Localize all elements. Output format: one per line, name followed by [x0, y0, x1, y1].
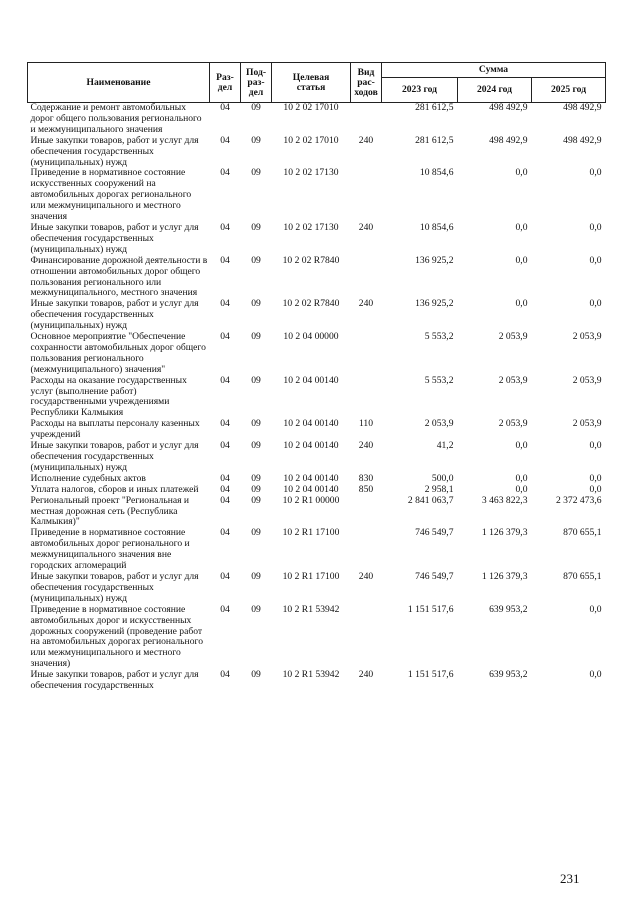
table-row — [28, 419, 606, 441]
cell-2024: 0,0 — [515, 254, 528, 266]
cell-2025: 0,0 — [589, 472, 602, 484]
cell-vid — [351, 103, 382, 136]
cell-name: Исполнение судебных актов — [30, 472, 146, 484]
cell-name: Иные закупки товаров, работ и услуг для обеспечения государственных (муниципальных) нужд — [30, 440, 199, 473]
cell-razdel: 04 — [220, 570, 230, 582]
table-row — [28, 299, 606, 332]
cell-2024: 0,0 — [515, 483, 528, 495]
cell-razdel: 04 — [220, 483, 230, 495]
header-name: Наименование — [28, 63, 210, 103]
cell-podrazdel: 09 — [251, 374, 261, 386]
cell-podrazdel: 09 — [251, 603, 261, 615]
header-target: Целевая статья — [272, 63, 351, 103]
table-body — [28, 103, 606, 692]
cell-2025: 0,0 — [589, 669, 602, 681]
cell-2025: 0,0 — [589, 221, 602, 233]
table-row — [28, 256, 606, 300]
header-vid: Вид рас- ходов — [351, 63, 382, 103]
table-row — [28, 376, 606, 420]
cell-razdel: 04 — [220, 418, 230, 430]
cell-vid: 240 — [358, 570, 374, 582]
cell-2025: 498 492,9 — [563, 134, 602, 146]
cell-target: 10 2 04 00140 — [283, 418, 339, 430]
cell-name: Приведение в нормативное состояние искусственных сооружений на автомобильных дорогах регионального или межмуниципального и местного значения — [30, 167, 192, 223]
cell-target: 10 2 R1 17100 — [282, 527, 340, 539]
cell-razdel: 04 — [220, 374, 230, 386]
cell-vid — [351, 332, 382, 376]
cell-2025: 0,0 — [589, 603, 602, 615]
table-row — [28, 572, 606, 605]
header-razdel: Раз- дел — [210, 63, 241, 103]
cell-2025: 0,0 — [589, 254, 602, 266]
cell-target: 10 2 R1 53942 — [282, 603, 340, 615]
cell-2023: 41,2 — [436, 440, 454, 452]
table-row — [28, 605, 606, 670]
table-row — [28, 528, 606, 572]
cell-2025: 2 053,9 — [572, 418, 602, 430]
cell-2024: 498 492,9 — [489, 102, 528, 113]
cell-2024: 0,0 — [515, 221, 528, 233]
header-podrazdel: Под- раз- дел — [241, 63, 272, 103]
cell-podrazdel: 09 — [251, 483, 261, 495]
cell-target: 10 2 02 17010 — [283, 134, 339, 146]
cell-podrazdel: 09 — [251, 570, 261, 582]
cell-2023: 1 151 517,6 — [407, 669, 454, 681]
cell-target: 10 2 02 17130 — [283, 167, 339, 179]
cell-name: Иные закупки товаров, работ и услуг для обеспечения государственных (муниципальных) нужд — [30, 221, 199, 255]
cell-2023: 2 958,1 — [424, 483, 454, 495]
budget-table — [27, 62, 606, 692]
cell-razdel: 04 — [220, 298, 230, 310]
cell-vid: 240 — [358, 221, 374, 233]
cell-target: 10 2 04 00140 — [283, 483, 339, 495]
cell-vid — [351, 528, 382, 572]
cell-2024: 0,0 — [515, 167, 528, 179]
cell-vid: 850 — [358, 483, 374, 495]
cell-2023: 10 854,6 — [419, 167, 454, 179]
cell-podrazdel: 09 — [251, 527, 261, 539]
cell-name: Расходы на оказание государственных услуг (выполнение работ) государственными учреждениями Республики Калмыкия — [30, 374, 187, 419]
cell-target: 10 2 R1 00000 — [282, 494, 340, 506]
cell-target: 10 2 04 00000 — [283, 331, 339, 343]
cell-2025: 2 053,9 — [572, 331, 602, 343]
cell-2024: 2 053,9 — [498, 331, 528, 343]
cell-2024: 0,0 — [515, 298, 528, 310]
cell-vid — [351, 496, 382, 529]
table-row — [28, 332, 606, 376]
cell-vid: 240 — [358, 134, 374, 146]
cell-2023: 5 553,2 — [424, 331, 454, 343]
cell-razdel: 04 — [220, 440, 230, 452]
cell-name: Иные закупки товаров, работ и услуг для обеспечения государственных (муниципальных) нужд — [30, 298, 199, 332]
header-2023: 2023 год — [382, 78, 458, 103]
cell-2023: 746 549,7 — [415, 570, 454, 582]
table-row — [28, 496, 606, 529]
cell-name: Иные закупки товаров, работ и услуг для обеспечения государственных (муниципальных) нужд — [30, 570, 199, 604]
cell-name: Расходы на выплаты персоналу казенных учреждений — [30, 418, 200, 441]
cell-2024: 1 126 379,3 — [481, 570, 528, 582]
cell-razdel: 04 — [220, 221, 230, 233]
cell-target: 10 2 04 00140 — [283, 472, 339, 484]
cell-razdel: 04 — [220, 134, 230, 146]
cell-podrazdel: 09 — [251, 102, 261, 113]
cell-podrazdel: 09 — [251, 221, 261, 233]
cell-2025: 0,0 — [589, 167, 602, 179]
cell-name: Иные закупки товаров, работ и услуг для обеспечения государственных — [30, 669, 199, 692]
table-row — [28, 168, 606, 223]
cell-razdel: 04 — [220, 527, 230, 539]
cell-razdel: 04 — [220, 603, 230, 615]
table-row — [28, 670, 606, 692]
cell-2023: 2 841 063,7 — [407, 494, 454, 506]
cell-podrazdel: 09 — [251, 254, 261, 266]
cell-name: Финансирование дорожной деятельности в отношении автомобильных дорог общего пользования регионального или межмуниципального, местного значения — [30, 254, 208, 299]
cell-2023: 136 925,2 — [415, 254, 454, 266]
cell-2023: 10 854,6 — [419, 221, 454, 233]
cell-2023: 281 612,5 — [415, 134, 454, 146]
cell-target: 10 2 02 R7840 — [282, 254, 340, 266]
cell-2025: 2 053,9 — [572, 374, 602, 386]
page-number: 231 — [560, 871, 580, 886]
table-row — [28, 485, 606, 496]
cell-vid: 240 — [358, 669, 374, 681]
cell-name: Региональный проект "Региональная и местная дорожная сеть (Республика Калмыкия)" — [30, 494, 190, 528]
cell-name: Приведение в нормативное состояние автомобильных дорог регионального и межмуниципального значения вне городских агломераций — [30, 527, 190, 572]
cell-target: 10 2 R1 17100 — [282, 570, 340, 582]
cell-name: Уплата налогов, сборов и иных платежей — [30, 483, 199, 495]
cell-2024: 498 492,9 — [489, 134, 528, 146]
cell-2023: 2 053,9 — [424, 418, 454, 430]
cell-2024: 1 126 379,3 — [481, 527, 528, 539]
cell-vid — [351, 256, 382, 300]
cell-target: 10 2 R1 53942 — [282, 669, 340, 681]
cell-2025: 0,0 — [589, 298, 602, 310]
cell-razdel: 04 — [220, 102, 230, 113]
table-row — [28, 103, 606, 136]
cell-2024: 0,0 — [515, 472, 528, 484]
cell-podrazdel: 09 — [251, 472, 261, 484]
cell-2023: 281 612,5 — [415, 102, 454, 113]
cell-podrazdel: 09 — [251, 134, 261, 146]
cell-2024: 3 463 822,3 — [481, 494, 528, 506]
cell-razdel: 04 — [220, 254, 230, 266]
cell-razdel: 04 — [220, 167, 230, 179]
table-row — [28, 223, 606, 256]
cell-vid — [351, 605, 382, 670]
cell-2023: 136 925,2 — [415, 298, 454, 310]
cell-2025: 2 372 473,6 — [555, 494, 602, 506]
table-row — [28, 441, 606, 474]
cell-2023: 746 549,7 — [415, 527, 454, 539]
cell-vid: 830 — [358, 472, 374, 484]
header-sum: Сумма — [382, 63, 606, 78]
cell-razdel: 04 — [220, 472, 230, 484]
cell-name: Основное мероприятие "Обеспечение сохранности автомобильных дорог общего пользования регионального (межмуниципального) значения" — [30, 331, 206, 375]
cell-target: 10 2 02 17010 — [283, 102, 339, 113]
cell-target: 10 2 02 17130 — [283, 221, 339, 233]
cell-vid — [351, 376, 382, 420]
cell-razdel: 04 — [220, 669, 230, 681]
cell-podrazdel: 09 — [251, 669, 261, 681]
cell-2025: 498 492,9 — [563, 102, 602, 113]
header-2024: 2024 год — [458, 78, 532, 103]
cell-name: Иные закупки товаров, работ и услуг для обеспечения государственных (муниципальных) нужд — [30, 134, 199, 168]
cell-2024: 639 953,2 — [489, 603, 528, 615]
cell-name: Содержание и ремонт автомобильных дорог общего пользования регионального и межмуниципального значения — [30, 102, 202, 135]
cell-podrazdel: 09 — [251, 440, 261, 452]
cell-podrazdel: 09 — [251, 418, 261, 430]
cell-2023: 1 151 517,6 — [407, 603, 454, 615]
cell-2023: 500,0 — [431, 472, 454, 484]
cell-name: Приведение в нормативное состояние автомобильных дорог и искусственных дорожных сооружений (проведение работ на автомобильных дорогах регионального или межмуниципального и местного значения) — [30, 603, 203, 670]
cell-target: 10 2 04 00140 — [283, 374, 339, 386]
table-header — [28, 63, 606, 103]
cell-2024: 2 053,9 — [498, 374, 528, 386]
header-2025: 2025 год — [532, 78, 606, 103]
cell-vid: 240 — [358, 298, 374, 310]
cell-2025: 870 655,1 — [563, 570, 602, 582]
cell-2023: 5 553,2 — [424, 374, 454, 386]
cell-2025: 0,0 — [589, 440, 602, 452]
cell-vid: 240 — [358, 440, 374, 452]
cell-2024: 639 953,2 — [489, 669, 528, 681]
cell-razdel: 04 — [220, 331, 230, 343]
cell-podrazdel: 09 — [251, 331, 261, 343]
cell-razdel: 04 — [220, 494, 230, 506]
cell-2025: 0,0 — [589, 483, 602, 495]
cell-2024: 0,0 — [515, 440, 528, 452]
table-row — [28, 136, 606, 169]
cell-2025: 870 655,1 — [563, 527, 602, 539]
cell-podrazdel: 09 — [251, 494, 261, 506]
cell-podrazdel: 09 — [251, 167, 261, 179]
cell-target: 10 2 04 00140 — [283, 440, 339, 452]
cell-vid — [351, 168, 382, 223]
cell-target: 10 2 02 R7840 — [282, 298, 340, 310]
cell-2024: 2 053,9 — [498, 418, 528, 430]
cell-podrazdel: 09 — [251, 298, 261, 310]
cell-vid: 110 — [358, 418, 374, 430]
